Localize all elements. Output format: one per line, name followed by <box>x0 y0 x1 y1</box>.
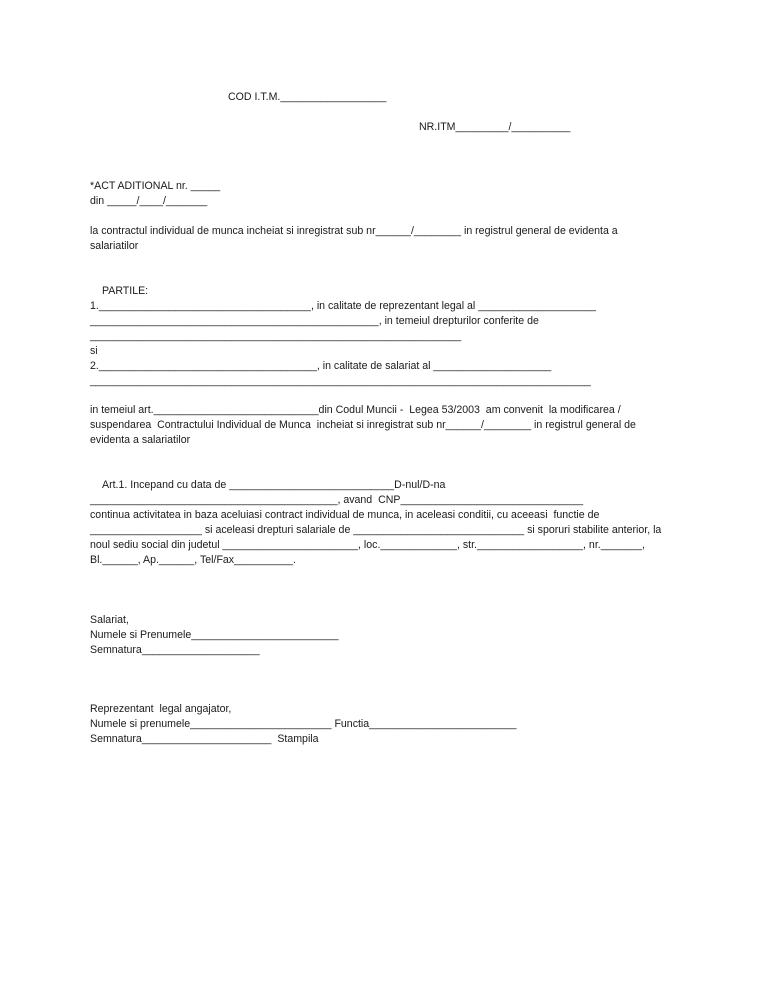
article-line-6: Bl.______, Ap.______, Tel/Fax__________. <box>90 554 296 566</box>
intro-line-1: la contractul individual de munca incheiat si inregistrat sub nr______/________ in registrul general de evidenta a <box>90 225 618 237</box>
cod-itm-line: COD I.T.M.__________________ <box>228 91 387 103</box>
angajator-signature-line: Semnatura______________________ Stampila <box>90 733 319 745</box>
partile-heading: PARTILE: <box>102 285 149 297</box>
salariat-signature-line: Semnatura____________________ <box>90 644 260 656</box>
temei-line-1: in temeiul art.____________________________din Codul Muncii - Legea 53/2003 am convenit la modificarea / <box>90 404 621 416</box>
partile-line-4: si <box>90 345 98 357</box>
article-line-2: __________________________________________, avand CNP_______________________________ <box>90 494 584 506</box>
nr-itm-line: NR.ITM_________/__________ <box>419 121 571 133</box>
article-line-3: continua activitatea in baza aceluiasi contract individual de munca, in aceleasi conditii, cu aceeasi functie de <box>90 509 600 521</box>
article-line-1: Art.1. Incepand cu data de ____________________________D-nul/D-na <box>102 479 446 491</box>
partile-line-6: _____________________________________________________________________________________ <box>90 375 591 387</box>
temei-line-2: suspendarea Contractului Individual de Munca incheiat si inregistrat sub nr______/________ in registrul general de <box>90 419 636 431</box>
salariat-label: Salariat, <box>90 614 129 626</box>
act-title: *ACT ADITIONAL nr. _____ <box>90 180 221 192</box>
angajator-label: Reprezentant legal angajator, <box>90 703 232 715</box>
article-line-5: noul sediu social din judetul _______________________, loc._____________, str.__________________, nr._______, <box>90 539 645 551</box>
partile-line-3: _______________________________________________________________ <box>90 330 462 342</box>
partile-line-5: 2._____________________________________, in calitate de salariat al ____________________ <box>90 360 552 372</box>
partile-line-2: _________________________________________________, in temeiul drepturilor conferite de <box>90 315 539 327</box>
intro-line-2: salariatilor <box>90 240 139 252</box>
article-line-4: ___________________ si aceleasi drepturi salariale de _____________________________ si sporuri stabilite anterior, la <box>90 524 662 536</box>
partile-line-1: 1.____________________________________, in calitate de reprezentant legal al ____________________ <box>90 300 597 312</box>
angajator-name-line: Numele si prenumele________________________ Functia_________________________ <box>90 718 517 730</box>
salariat-name-line: Numele si Prenumele_________________________ <box>90 629 339 641</box>
act-date: din _____/____/_______ <box>90 195 208 207</box>
temei-line-3: evidenta a salariatilor <box>90 434 191 446</box>
